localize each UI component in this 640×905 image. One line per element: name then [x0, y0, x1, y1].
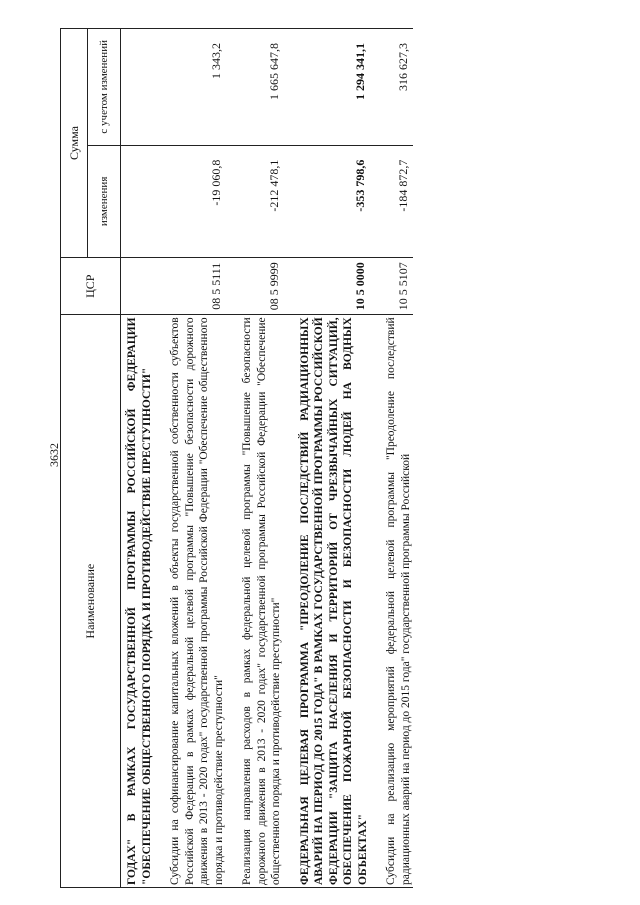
- th-sum: Сумма: [61, 29, 88, 258]
- th-change: изменения: [88, 145, 121, 257]
- row-with-change: 1 294 341,1: [288, 29, 375, 146]
- row-name: Субсидии на софинансирование капитальных вложений в объекты государственной собственности субъектов Российской Федерации в рамках федеральной целевой программы "Повышение безопасности дорожного движения в 2013 - 2020 годах" государственной программы Российской Федерации "Обеспечение общественного порядка и противодействие преступности": [158, 315, 230, 888]
- row-with-change: 316 627,3: [374, 29, 413, 146]
- table-row: [374, 29, 413, 888]
- row-change: [121, 145, 159, 257]
- th-csr: ЦСР: [61, 258, 121, 315]
- landscape-table: [60, 18, 620, 888]
- th-name: Наименование: [61, 315, 121, 888]
- row-change: -184 872,7: [374, 145, 413, 257]
- row-change: -353 798,6: [288, 145, 375, 257]
- row-change: -19 060,8: [158, 145, 230, 257]
- table-row: [288, 29, 375, 888]
- table-row: [230, 29, 288, 888]
- page-number: 3632: [47, 443, 61, 467]
- table-row: [158, 29, 230, 888]
- row-csr: [121, 258, 159, 315]
- row-name: ФЕДЕРАЛЬНАЯ ЦЕЛЕВАЯ ПРОГРАММА "ПРЕОДОЛЕНИЕ ПОСЛЕДСТВИЙ РАДИАЦИОННЫХ АВАРИЙ НА ПЕРИОД ДО 2015 ГОДА" В РАМКАХ ГОСУДАРСТВЕННОЙ ПРОГРАММЫ РОССИЙСКОЙ ФЕДЕРАЦИИ "ЗАЩИТА НАСЕЛЕНИЯ И ТЕРРИТОРИЙ ОТ ЧРЕЗВЫЧАЙНЫХ СИТУАЦИЙ, ОБЕСПЕЧЕНИЕ ПОЖАРНОЙ БЕЗОПАСНОСТИ И БЕЗОПАСНОСТИ ЛЮДЕЙ НА ВОДНЫХ ОБЪЕКТАХ": [288, 315, 375, 888]
- row-csr: 10 5 0000: [288, 258, 375, 315]
- row-with-change: [121, 29, 159, 146]
- row-with-change: 1 665 647,8: [230, 29, 288, 146]
- row-csr: 08 5 9999: [230, 258, 288, 315]
- table-row: [121, 29, 159, 888]
- row-csr: 08 5 5111: [158, 258, 230, 315]
- row-name: ГОДАХ" В РАМКАХ ГОСУДАРСТВЕННОЙ ПРОГРАММЫ РОССИЙСКОЙ ФЕДЕРАЦИИ "ОБЕСПЕЧЕНИЕ ОБЩЕСТВЕННОГО ПОРЯДКА И ПРОТИВОДЕЙСТВИЕ ПРЕСТУПНОСТИ": [121, 315, 159, 888]
- row-change: -212 478,1: [230, 145, 288, 257]
- th-with-change: с учетом изменений: [88, 29, 121, 146]
- row-csr: 10 5 5107: [374, 258, 413, 315]
- row-with-change: 1 343,2: [158, 29, 230, 146]
- row-name: Реализация направления расходов в рамках федеральной целевой программы "Повышение безопасности дорожного движения в 2013 - 2020 годах" государственной программы Российской Федерации "Обеспечение общественного порядка и противодействие преступности": [230, 315, 288, 888]
- row-name: Субсидии на реализацию мероприятий федеральной целевой программы "Преодоление последствий радиационных аварий на период до 2015 года" государственной программы Российской: [374, 315, 413, 888]
